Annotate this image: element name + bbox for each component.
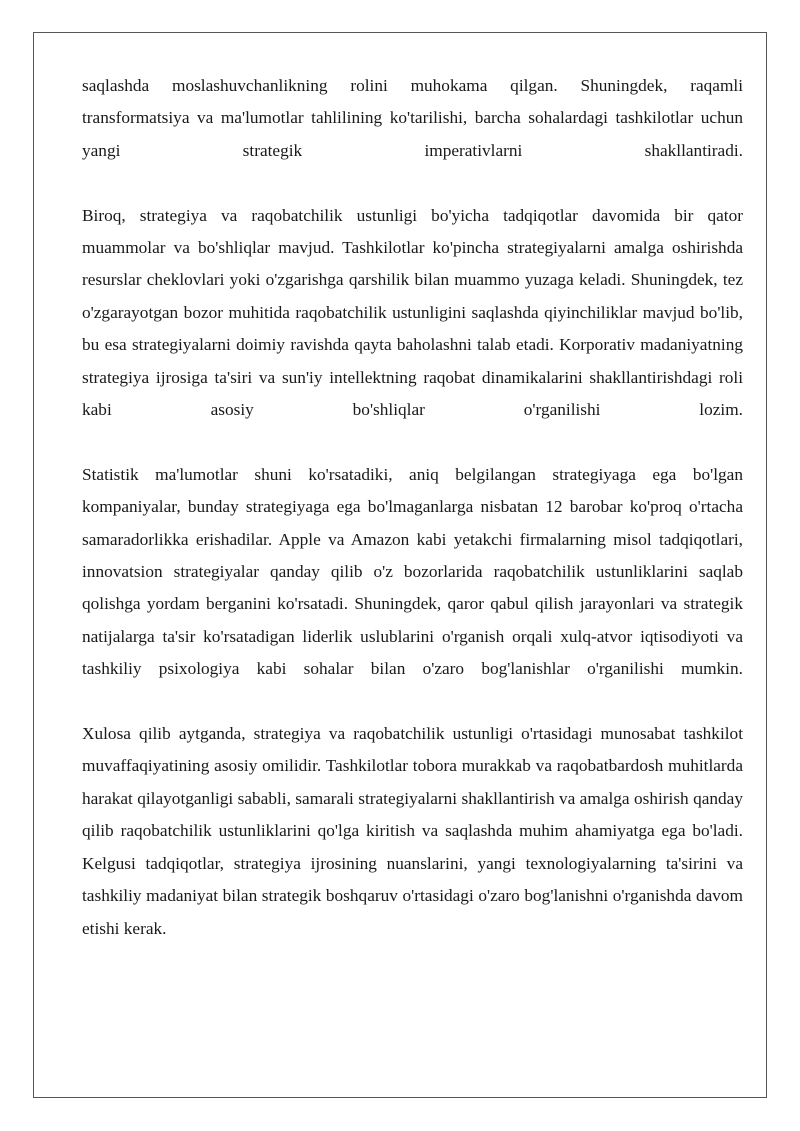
document-body xyxy=(82,70,743,977)
paragraph-2: Biroq, strategiya va raqobatchilik ustunligi bo'yicha tadqiqotlar davomida bir qator muammolar va bo'shliqlar mavjud. Tashkilotlar ko'pincha strategiyalarni amalga oshirishda resurslar cheklovlari yoki o'zgarishga qarshilik bilan muammo yuzaga keladi. Shuningdek, tez o'zgarayotgan bozor muhitida raqobatchilik ustunligini saqlashda qiyinchiliklar mavjud bo'lib, bu esa strategiyalarni doimiy ravishda qayta baholashni talab etadi. Korporativ madaniyatning strategiya ijrosiga ta'siri va sun'iy intellektning raqobat dinamikalarini shakllantirishdagi roli kabi asosiy bo'shliqlar o'rganilishi lozim. xyxy=(82,205,743,420)
paragraph-1: saqlashda moslashuvchanlikning rolini muhokama qilgan. Shuningdek, raqamli transformatsiya va ma'lumotlar tahlilining ko'tarilishi, barcha sohalardagi tashkilotlar uchun yangi strategik imperativlarni shakllantiradi. xyxy=(82,76,743,160)
paragraph-3: Statistik ma'lumotlar shuni ko'rsatadiki, aniq belgilangan strategiyaga ega bo'lgan kompaniyalar, bunday strategiyaga ega bo'lmaganlarga nisbatan 12 barobar ko'proq o'rtacha samaradorlikka erishadilar. Apple va Amazon kabi yetakchi firmalarning misol tadqiqotlari, innovatsion strategiyalar qanday qilib o'z bozorlarida raqobatchilik ustunliklarini saqlab qolishga yordam berganini ko'rsatadi. Shuningdek, qaror qabul qilish jarayonlari va strategik natijalarga ta'sir ko'rsatadigan liderlik uslublarini o'rganish orqali xulq-atvor iqtisodiyoti va tashkiliy psixologiya kabi sohalar bilan o'zaro bog'lanishlar o'rganilishi mumkin. xyxy=(82,464,743,679)
paragraph-4: Xulosa qilib aytganda, strategiya va raqobatchilik ustunligi o'rtasidagi munosabat tashkilot muvaffaqiyatining asosiy omilidir. Tashkilotlar tobora murakkab va raqobatbardosh muhitlarda harakat qilayotganligi sababli, samarali strategiyalarni shakllantirish va amalga oshirish qanday qilib raqobatchilik ustunliklarini qo'lga kiritish va saqlashda muhim ahamiyatga ega bo'ladi. Kelgusi tadqiqotlar, strategiya ijrosining nuanslarini, yangi texnologiyalarning ta'sirini va tashkiliy madaniyat bilan strategik boshqaruv o'rtasidagi o'zaro bog'lanishni o'rganishda davom etishi kerak. xyxy=(82,724,743,938)
